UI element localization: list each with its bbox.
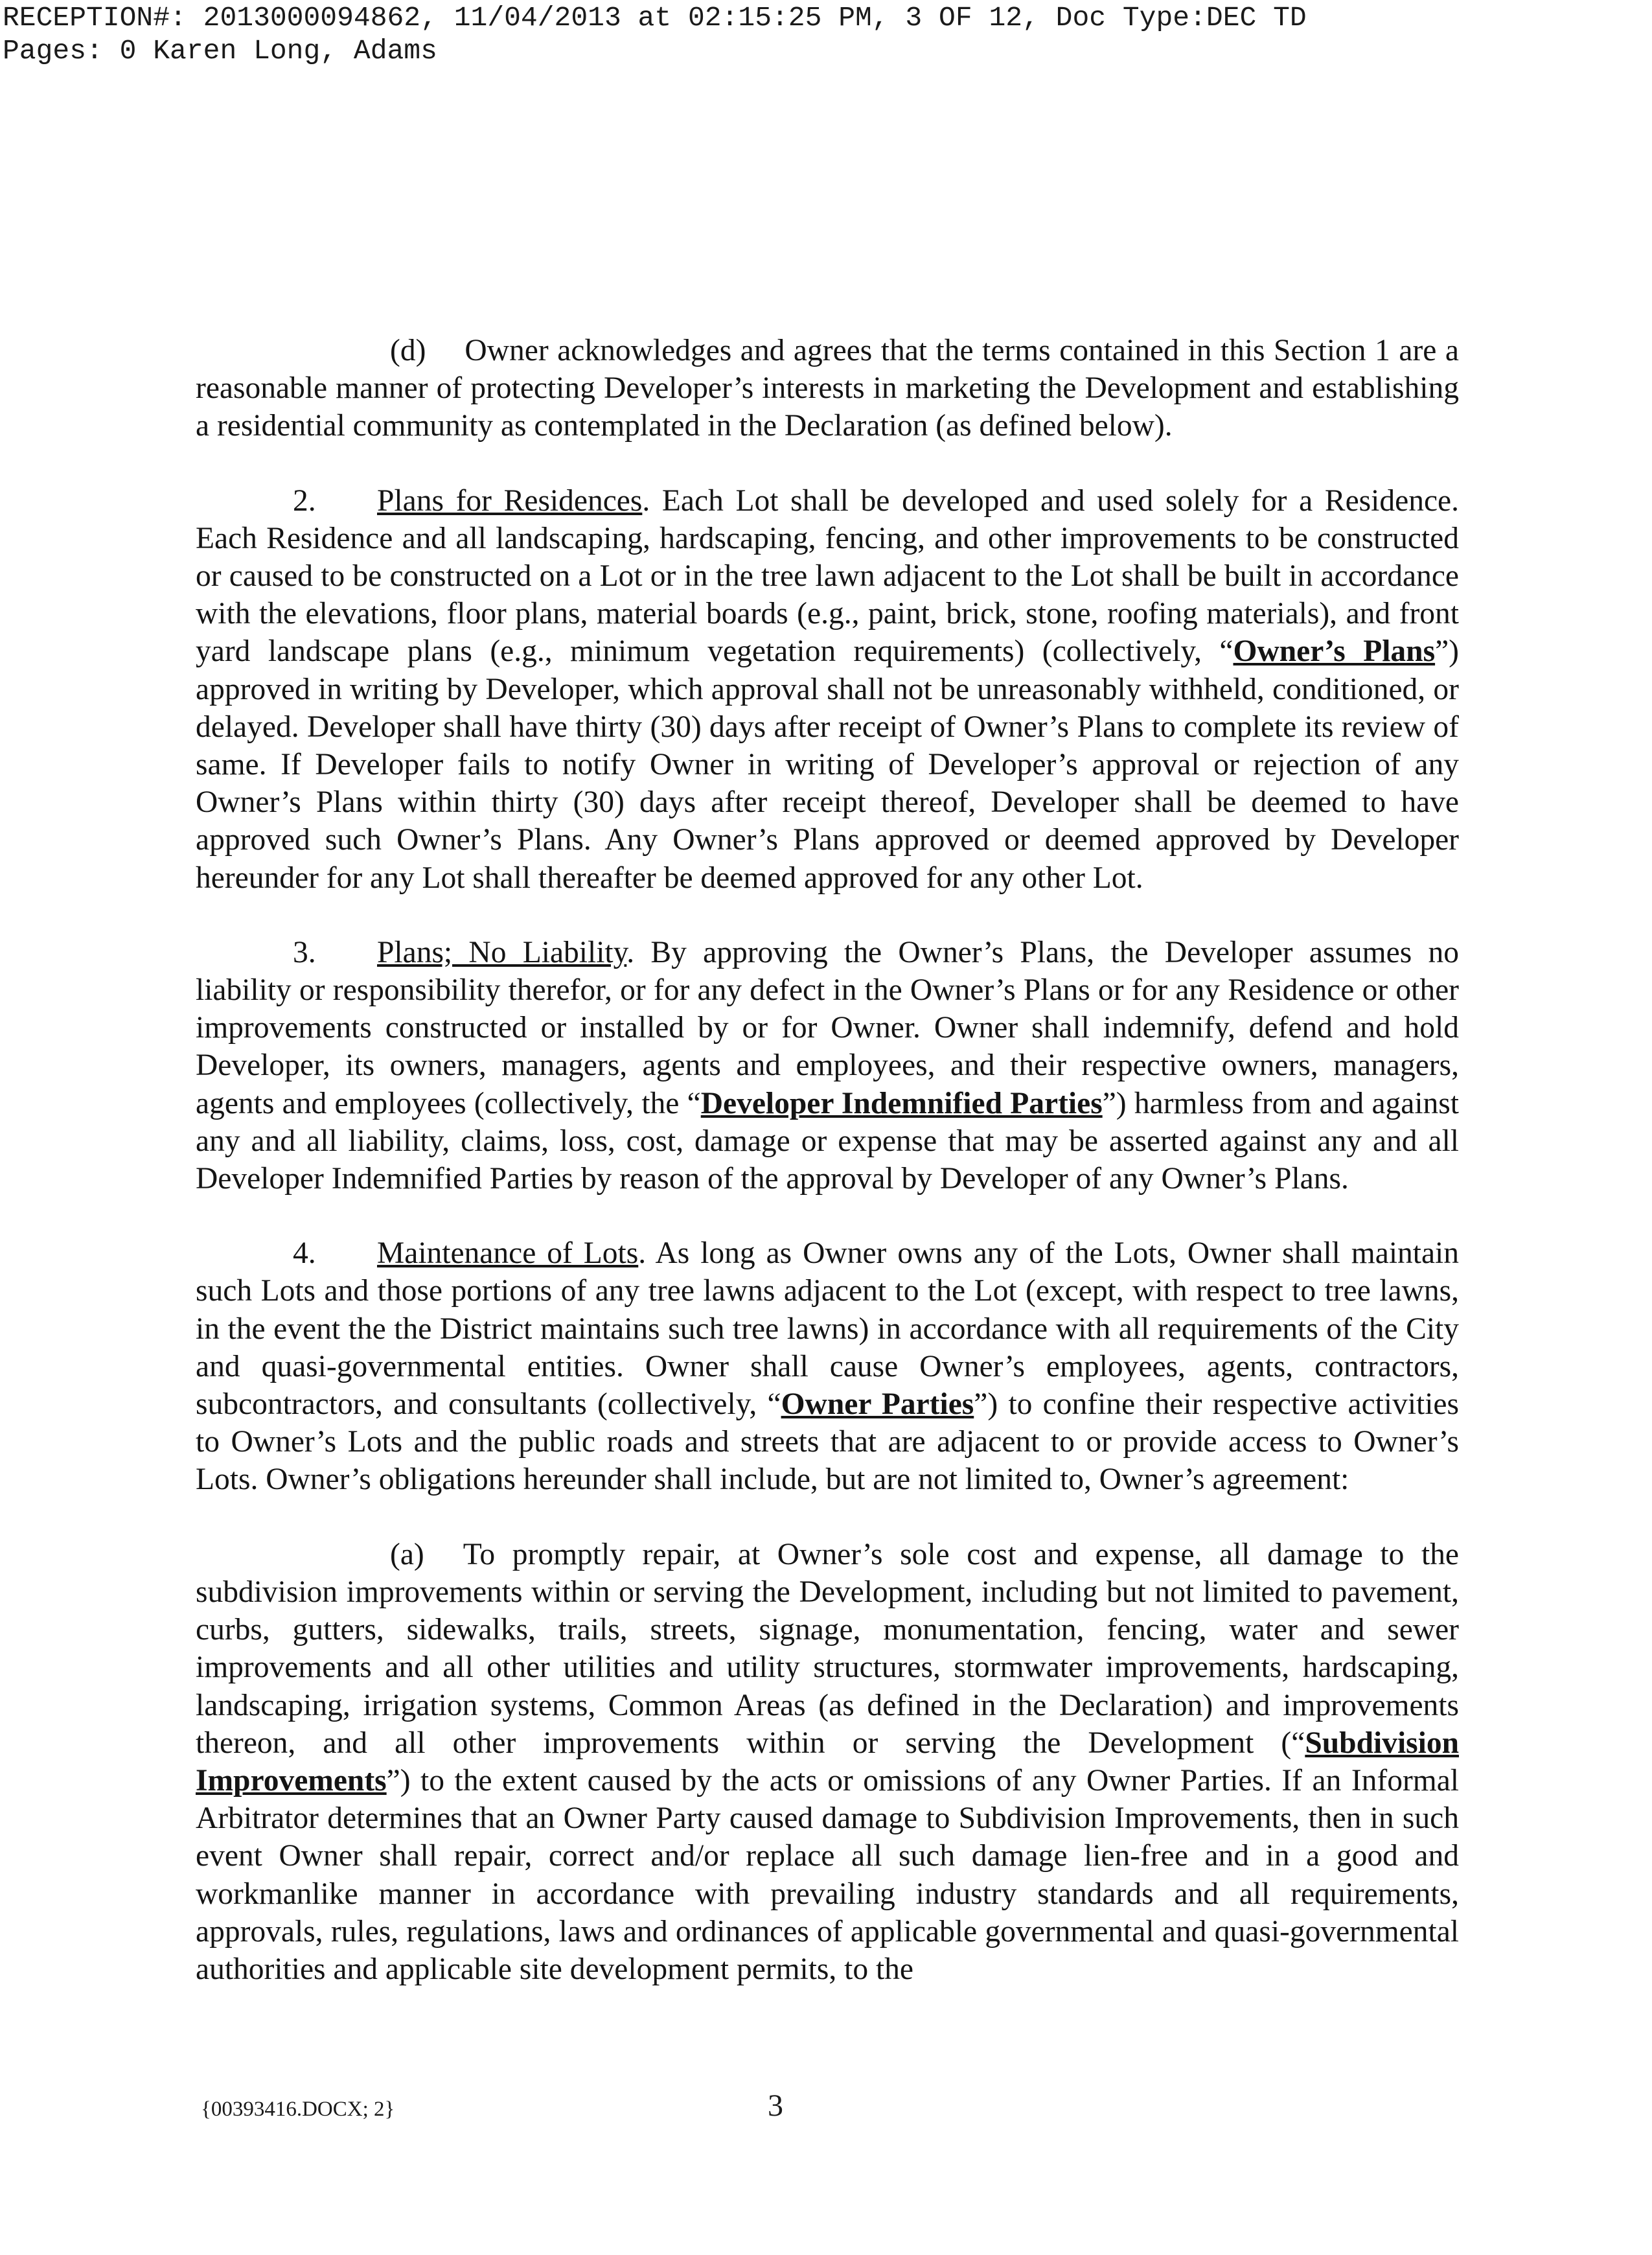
text-1d: Owner acknowledges and agrees that the terms contained in this Section 1 are a reasonable manner of protecting Developer’s interests in marketing the Development and establishing a residential community as contemplated in the Declaration (as defined below). <box>196 334 1459 443</box>
section-4-heading: Maintenance of Lots <box>377 1236 639 1271</box>
page-number: 3 <box>768 2088 783 2123</box>
label-1d: (d) <box>390 334 426 367</box>
paragraph-4a <box>196 1536 1459 1988</box>
term-developer-indemnified-parties: Developer Indemnified Parties <box>700 1086 1103 1120</box>
section-3 <box>196 934 1459 1197</box>
footer-doc-id: {00393416.DOCX; 2} <box>201 2098 395 2121</box>
document-body <box>196 332 1459 2025</box>
section-4 <box>196 1234 1459 1498</box>
section-2-text-a: . Each Lot shall be developed and used solely for a Residence. Each Residence and all landscaping, hardscaping, fencing, and other improvements to be constructed or caused to be constructed on a Lot or in the tree lawn adjacent to the Lot shall be built in accordance with the elevations, floor plans, material boards (e.g., paint, brick, stone, roofing materials), and front yard landscape plans (e.g., minimum vegetation requirements) (collectively, “ <box>196 483 1459 669</box>
text-4a-b: ”) to the extent caused by the acts or omissions of any Owner Parties. If an Informal Arbitrator determines that an Owner Party caused damage to Subdivision Improvements, then in such event Owner shall repair, correct and/or replace all such damage lien-free and in a good and workmanlike manner in accordance with prevailing industry standards and all requirements, approvals, rules, regulations, laws and ordinances of applicable governmental and quasi-governmental authorities and applicable site development permits, to the <box>196 1763 1459 1986</box>
pages-line: Pages: 0 Karen Long, Adams <box>3 35 437 67</box>
section-4-text-b: ”) to confine their respective activities to Owner’s Lots and the public roads and streets that are adjacent to or provide access to Owner’s Lots. Owner’s obligations hereunder shall include, but are not limited to, Owner’s agreement: <box>196 1387 1459 1497</box>
term-subdivision-improvements: Subdivision Improvements <box>196 1726 1459 1798</box>
section-2-number: 2. <box>293 483 316 518</box>
section-3-number: 3. <box>293 935 316 969</box>
section-3-text-a: . By approving the Owner’s Plans, the Developer assumes no liability or responsibility therefor, or for any defect in the Owner’s Plans or for any Residence or other improvements constructed or installed by or for Owner. Owner shall indemnify, defend and hold Developer, its owners, managers, agents and employees, and their respective owners, managers, agents and employees (collectively, the “ <box>196 935 1459 1120</box>
section-3-text-b: ”) harmless from and against any and all liability, claims, loss, cost, damage or expense that may be asserted against any and all Developer Indemnified Parties by reason of the approval by Developer of any Owner’s Plans. <box>196 1086 1459 1196</box>
section-4-number: 4. <box>293 1236 316 1271</box>
term-owners-plans: Owner’s Plans <box>1233 634 1436 669</box>
paragraph-1d <box>196 332 1459 445</box>
reception-line: RECEPTION#: 2013000094862, 11/04/2013 at 02:15:25 PM, 3 OF 12, Doc Type:DEC TD <box>3 2 1307 34</box>
section-4-text-a: . As long as Owner owns any of the Lots, Owner shall maintain such Lots and those portions of any tree lawns adjacent to the Lot (except, with respect to tree lawns, in the event the the District maintains such tree lawns) in accordance with all requirements of the City and quasi-governmental entities. Owner shall cause Owner’s employees, agents, contractors, subcontractors, and consultants (collectively, “ <box>196 1236 1460 1422</box>
section-2 <box>196 482 1459 897</box>
section-2-heading: Plans for Residences <box>377 483 643 518</box>
section-3-heading: Plans; No Liability <box>377 935 627 969</box>
label-4a: (a) <box>390 1537 424 1571</box>
recording-header <box>0 0 1307 99</box>
text-4a-a: To promptly repair, at Owner’s sole cost and expense, all damage to the subdivision improvements within or serving the Development, including but not limited to pavement, curbs, gutters, sidewalks, trails, streets, signage, monumentation, fencing, water and sewer improvements and all other utilities and utility structures, stormwater improvements, hardscaping, landscaping, irrigation systems, Common Areas (as defined in the Declaration) and improvements thereon, and all other improvements within or serving the Development (“ <box>196 1537 1459 1760</box>
section-2-text-b: ”) approved in writing by Developer, which approval shall not be unreasonably withheld, conditioned, or delayed. Developer shall have thirty (30) days after receipt of Owner’s Plans to complete its review of same. If Developer fails to notify Owner in writing of Developer’s approval or rejection of any Owner’s Plans within thirty (30) days after receipt thereof, Developer shall be deemed to have approved such Owner’s Plans. Any Owner’s Plans approved or deemed approved by Developer hereunder for any Lot shall thereafter be deemed approved for any other Lot. <box>196 634 1459 895</box>
term-owner-parties: Owner Parties <box>781 1387 974 1422</box>
